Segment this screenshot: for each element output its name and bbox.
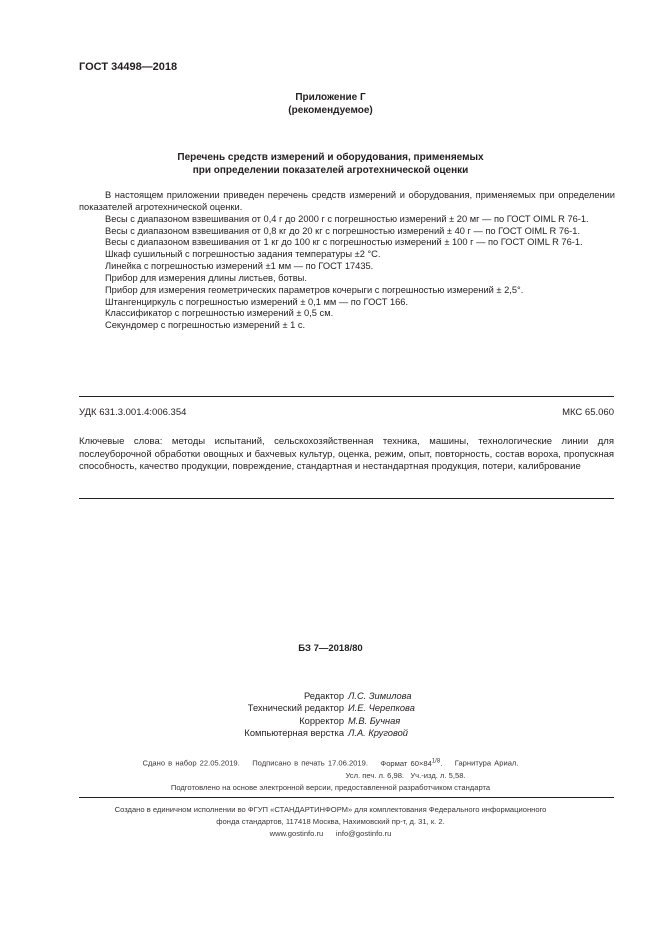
- staff-role: Компьютерная верстка: [244, 728, 344, 739]
- staff-row: [0, 690, 661, 702]
- list-item: Прибор для измерения длины листьев, ботвы.: [105, 272, 307, 283]
- udk-code: УДК 631.3.001.4:006.354: [79, 407, 187, 418]
- staff-name: М.В. Бучная: [348, 715, 401, 726]
- list-item: Прибор для измерения геометрических параметров кочерыги с погрешностью измерений ± 2,5°.: [105, 284, 524, 295]
- staff-name: Л.А. Круговой: [348, 728, 408, 739]
- list-item: Секундомер с погрешностью измерений ± 1 с.: [105, 320, 306, 331]
- list-item: Классификатор с погрешностью измерений ± 0,5 см.: [105, 308, 334, 319]
- footer-line-3: [0, 828, 661, 840]
- staff-row: [0, 727, 661, 739]
- list-item: Штангенциркуль с погрешностью измерений ± 0,1 мм — по ГОСТ 166.: [105, 296, 409, 307]
- equipment-list: [79, 190, 615, 332]
- imprint-typeface: Гарнитура Ариал.: [454, 758, 519, 768]
- staff-row: [0, 702, 661, 714]
- imprint-typeset-date: Сдано в набор 22.05.2019.: [142, 758, 240, 768]
- list-item: Весы с диапазоном взвешивания от 0,4 г до 2000 г с погрешностью измерений ± 20 мг — по ГОСТ OIML R 76-1.: [105, 213, 589, 224]
- list-item: Шкаф сушильный с погрешностью задания температуры ±2 °С.: [105, 249, 381, 260]
- footer-email-link[interactable]: info@gostinfo.ru: [335, 829, 392, 839]
- imprint: [0, 755, 661, 794]
- bz-number: БЗ 7—2018/80: [298, 643, 363, 654]
- staff-name: И.Е. Черепкова: [348, 703, 415, 714]
- imprint-line-1: [0, 755, 661, 770]
- imprint-print-date: Подписано в печать 17.06.2019.: [252, 758, 368, 768]
- staff-list: [0, 690, 661, 740]
- staff-name: Л.С. Зимилова: [348, 691, 412, 701]
- staff-role: Редактор: [303, 691, 344, 701]
- divider-bottom: [79, 498, 614, 499]
- keywords: Ключевые слова: методы испытаний, сельскохозяйственная техника, машины, технологические линии для послеуборочной обработки овощных и бахчевых культур, оценка, режим, опыт, повторность, состав вороха, пропускная способность, качество продукции, повреждение, стандартная и нестандартная продукция, потери, калибрование: [79, 436, 614, 473]
- imprint-line-3: Подготовлено на основе электронной версии, предоставленной разработчиком стандарта: [170, 782, 491, 792]
- list-item: Линейка с погрешностью измерений ±1 мм — по ГОСТ 17435.: [105, 261, 374, 272]
- imprint-format: Формат $60\times 84^{1/8}$.: [380, 758, 443, 768]
- list-item: Весы с диапазоном взвешивания от 1 кг до 100 кг с погрешностью измерений ± 100 г — по ГОСТ OIML R 76-1.: [105, 237, 583, 248]
- imprint-line-2: Усл. печ. л. 6,98. Уч.-изд. л. 5,58.: [345, 770, 466, 780]
- annex-title: Приложение Г: [295, 92, 366, 103]
- intro-paragraph: В настоящем приложении приведен перечень средств измерений и оборудования, применяемых при определении показателей агротехнической оценки.: [79, 190, 615, 212]
- list-title-line-2: при определении показателей агротехнической оценки: [192, 165, 469, 176]
- list-title: [0, 151, 661, 177]
- staff-row: [0, 715, 661, 727]
- footer-website-link[interactable]: www.gostinfo.ru: [269, 829, 324, 839]
- document-code: ГОСТ 34498—2018: [79, 61, 178, 73]
- footer-line-2: фонда стандартов, 117418 Москва, Нахимовский пр-т, д. 31, к. 2.: [216, 817, 445, 827]
- divider-top: [79, 396, 614, 397]
- list-title-line-1: Перечень средств измерений и оборудования, применяемых: [177, 152, 484, 163]
- staff-role: Технический редактор: [247, 703, 344, 714]
- publisher-footer: [0, 804, 661, 841]
- list-item: Весы с диапазоном взвешивания от 0,8 кг до 20 кг с погрешностью измерений ± 40 г — по ГОСТ OIML R 76-1.: [105, 225, 581, 236]
- footer-line-1: Создано в единичном исполнении во ФГУП «СТАНДАРТИНФОРМ» для комплектования Федерального информационного: [114, 805, 547, 814]
- divider-footer: [79, 797, 614, 798]
- staff-role: Корректор: [299, 715, 344, 726]
- annex-subtitle: (рекомендуемое): [288, 105, 373, 116]
- mks-code: МКС 65.060: [562, 407, 614, 418]
